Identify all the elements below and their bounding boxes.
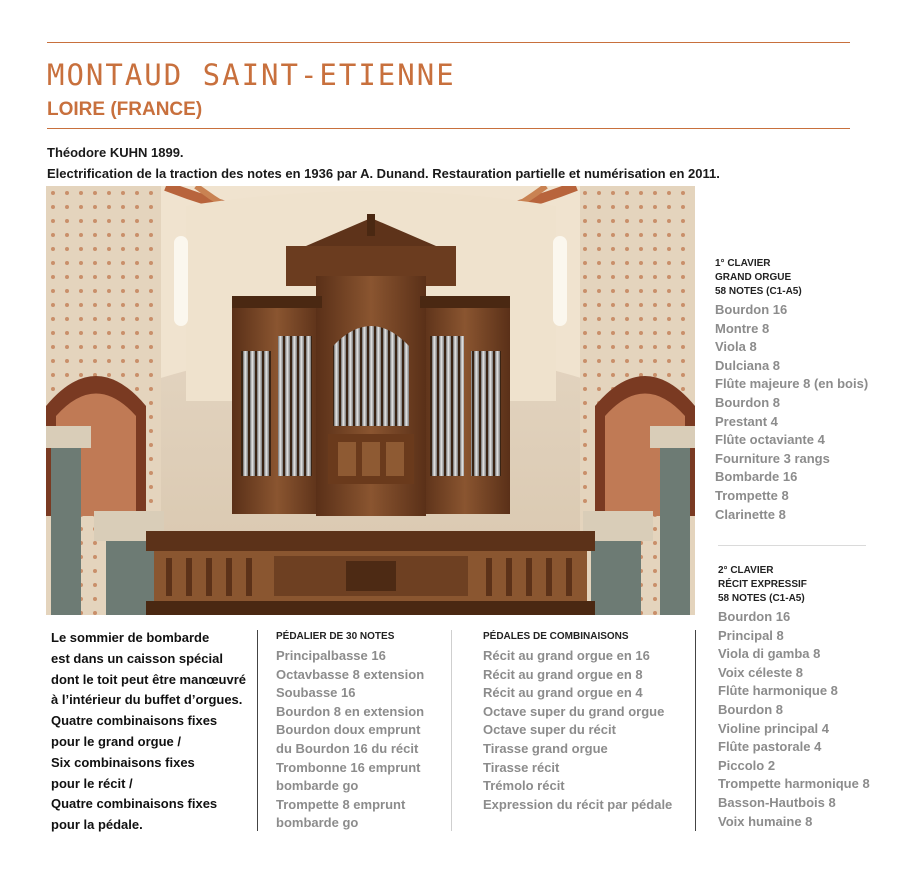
clavier2-stop: Piccolo 2: [718, 757, 776, 773]
pedalier-stop: Trombonne 16 emprunt: [276, 759, 421, 775]
combinaison-item: Octave super du récit: [483, 722, 616, 738]
clavier1-stop: Dulciana 8: [715, 357, 781, 373]
description-line: dont le toit peut être manœuvré: [51, 671, 247, 687]
pedalier-stop: bombarde go: [276, 815, 359, 831]
header-rule: [47, 128, 850, 129]
combinaisons-section: [483, 630, 672, 814]
organ-photo: [46, 186, 695, 615]
pedalier-stop: Octavbasse 8 extension: [276, 666, 425, 682]
clavier1-stop: Fourniture 3 rangs: [715, 450, 830, 466]
description-line: Quatre combinaisons fixes: [51, 796, 218, 812]
clavier2-heading-line: 58 NOTES (C1-A5): [718, 593, 805, 604]
column-divider: [257, 630, 258, 831]
description-line: pour la pédale.: [51, 817, 143, 833]
combinaison-item: Tirasse grand orgue: [483, 740, 608, 756]
pedalier-stop: Bourdon 8 en extension: [276, 703, 425, 719]
pedalier-stop: Principalbasse 16: [276, 648, 386, 663]
clavier1-section: [715, 257, 868, 524]
combinaison-item: Récit au grand orgue en 4: [483, 685, 643, 701]
description-line: Le sommier de bombarde: [51, 630, 210, 645]
builder-line: Théodore KUHN 1899.: [47, 145, 184, 160]
clavier1-heading: [715, 257, 868, 299]
combinaison-item: Tirasse récit: [483, 759, 560, 775]
clavier2-heading: [718, 564, 870, 606]
clavier2-stop: Trompette harmonique 8: [718, 776, 870, 792]
clavier1-stop: Montre 8: [715, 320, 770, 336]
clavier1-stop: Clarinette 8: [715, 506, 786, 522]
description-line: pour le grand orgue /: [51, 733, 182, 749]
description-line: est dans un caisson spécial: [51, 650, 223, 666]
column-divider: [695, 630, 696, 831]
pedalier-stop: Soubasse 16: [276, 685, 356, 701]
clavier1-heading-line: GRAND ORGUE: [715, 272, 792, 283]
clavier2-stop: Flûte harmonique 8: [718, 683, 838, 699]
clavier1-stop: Bombarde 16: [715, 469, 798, 485]
clavier-divider: [718, 545, 866, 546]
clavier1-stop: Flûte octaviante 4: [715, 432, 825, 448]
combinaison-item: Expression du récit par pédale: [483, 796, 673, 812]
pedalier-stop: bombarde go: [276, 778, 359, 794]
description-line: Six combinaisons fixes: [51, 754, 195, 770]
clavier1-stop: Viola 8: [715, 339, 757, 355]
page-title: MONTAUD SAINT-ETIENNE: [47, 58, 456, 92]
description-line: Quatre combinaisons fixes: [51, 713, 218, 729]
history-line: Electrification de la traction des notes en 1936 par A. Dunand. Restauration partielle et numérisation en 2011.: [47, 166, 720, 181]
clavier2-section: [718, 564, 870, 831]
clavier2-stop: Flûte pastorale 4: [718, 739, 822, 755]
pedalier-section: [276, 630, 424, 833]
combinaison-item: Récit au grand orgue en 8: [483, 666, 643, 682]
top-rule: [47, 42, 850, 43]
combinaison-item: Récit au grand orgue en 16: [483, 648, 650, 663]
clavier2-stop: Basson-Hautbois 8: [718, 794, 836, 810]
clavier2-stop: Bourdon 16: [718, 609, 791, 624]
pedalier-stop: Trompette 8 emprunt: [276, 796, 406, 812]
pedalier-heading: PÉDALIER DE 30 NOTES: [276, 631, 395, 642]
clavier1-stop: Prestant 4: [715, 413, 778, 429]
page-subtitle: LOIRE (FRANCE): [47, 99, 203, 120]
clavier1-stop: Flûte majeure 8 (en bois): [715, 376, 869, 392]
pedalier-stop: du Bourdon 16 du récit: [276, 740, 419, 756]
clavier1-stop: Trompette 8: [715, 487, 789, 503]
combinaison-item: Octave super du grand orgue: [483, 703, 665, 719]
clavier2-stop: Viola di gamba 8: [718, 646, 821, 662]
combinaisons-heading: PÉDALES DE COMBINAISONS: [483, 631, 629, 642]
clavier1-stop: Bourdon 8: [715, 394, 780, 410]
description-line: pour le récit /: [51, 775, 133, 791]
clavier1-stop: Bourdon 16: [715, 302, 788, 317]
clavier2-stop: Voix humaine 8: [718, 813, 813, 829]
pedalier-stop: Bourdon doux emprunt: [276, 722, 421, 738]
clavier1-heading-line: 1° CLAVIER: [715, 258, 771, 269]
clavier2-stop: Violine principal 4: [718, 720, 830, 736]
clavier2-stop: Principal 8: [718, 627, 784, 643]
column-divider: [451, 630, 452, 831]
clavier2-stop: Voix céleste 8: [718, 664, 804, 680]
clavier2-heading-line: 2° CLAVIER: [718, 565, 774, 576]
clavier1-heading-line: 58 NOTES (C1-A5): [715, 286, 802, 297]
description-block: [51, 628, 246, 836]
combinaison-item: Trémolo récit: [483, 778, 565, 794]
clavier2-heading-line: RÉCIT EXPRESSIF: [718, 579, 807, 590]
description-line: à l’intérieur du buffet d’orgues.: [51, 692, 243, 708]
clavier2-stop: Bourdon 8: [718, 701, 783, 717]
